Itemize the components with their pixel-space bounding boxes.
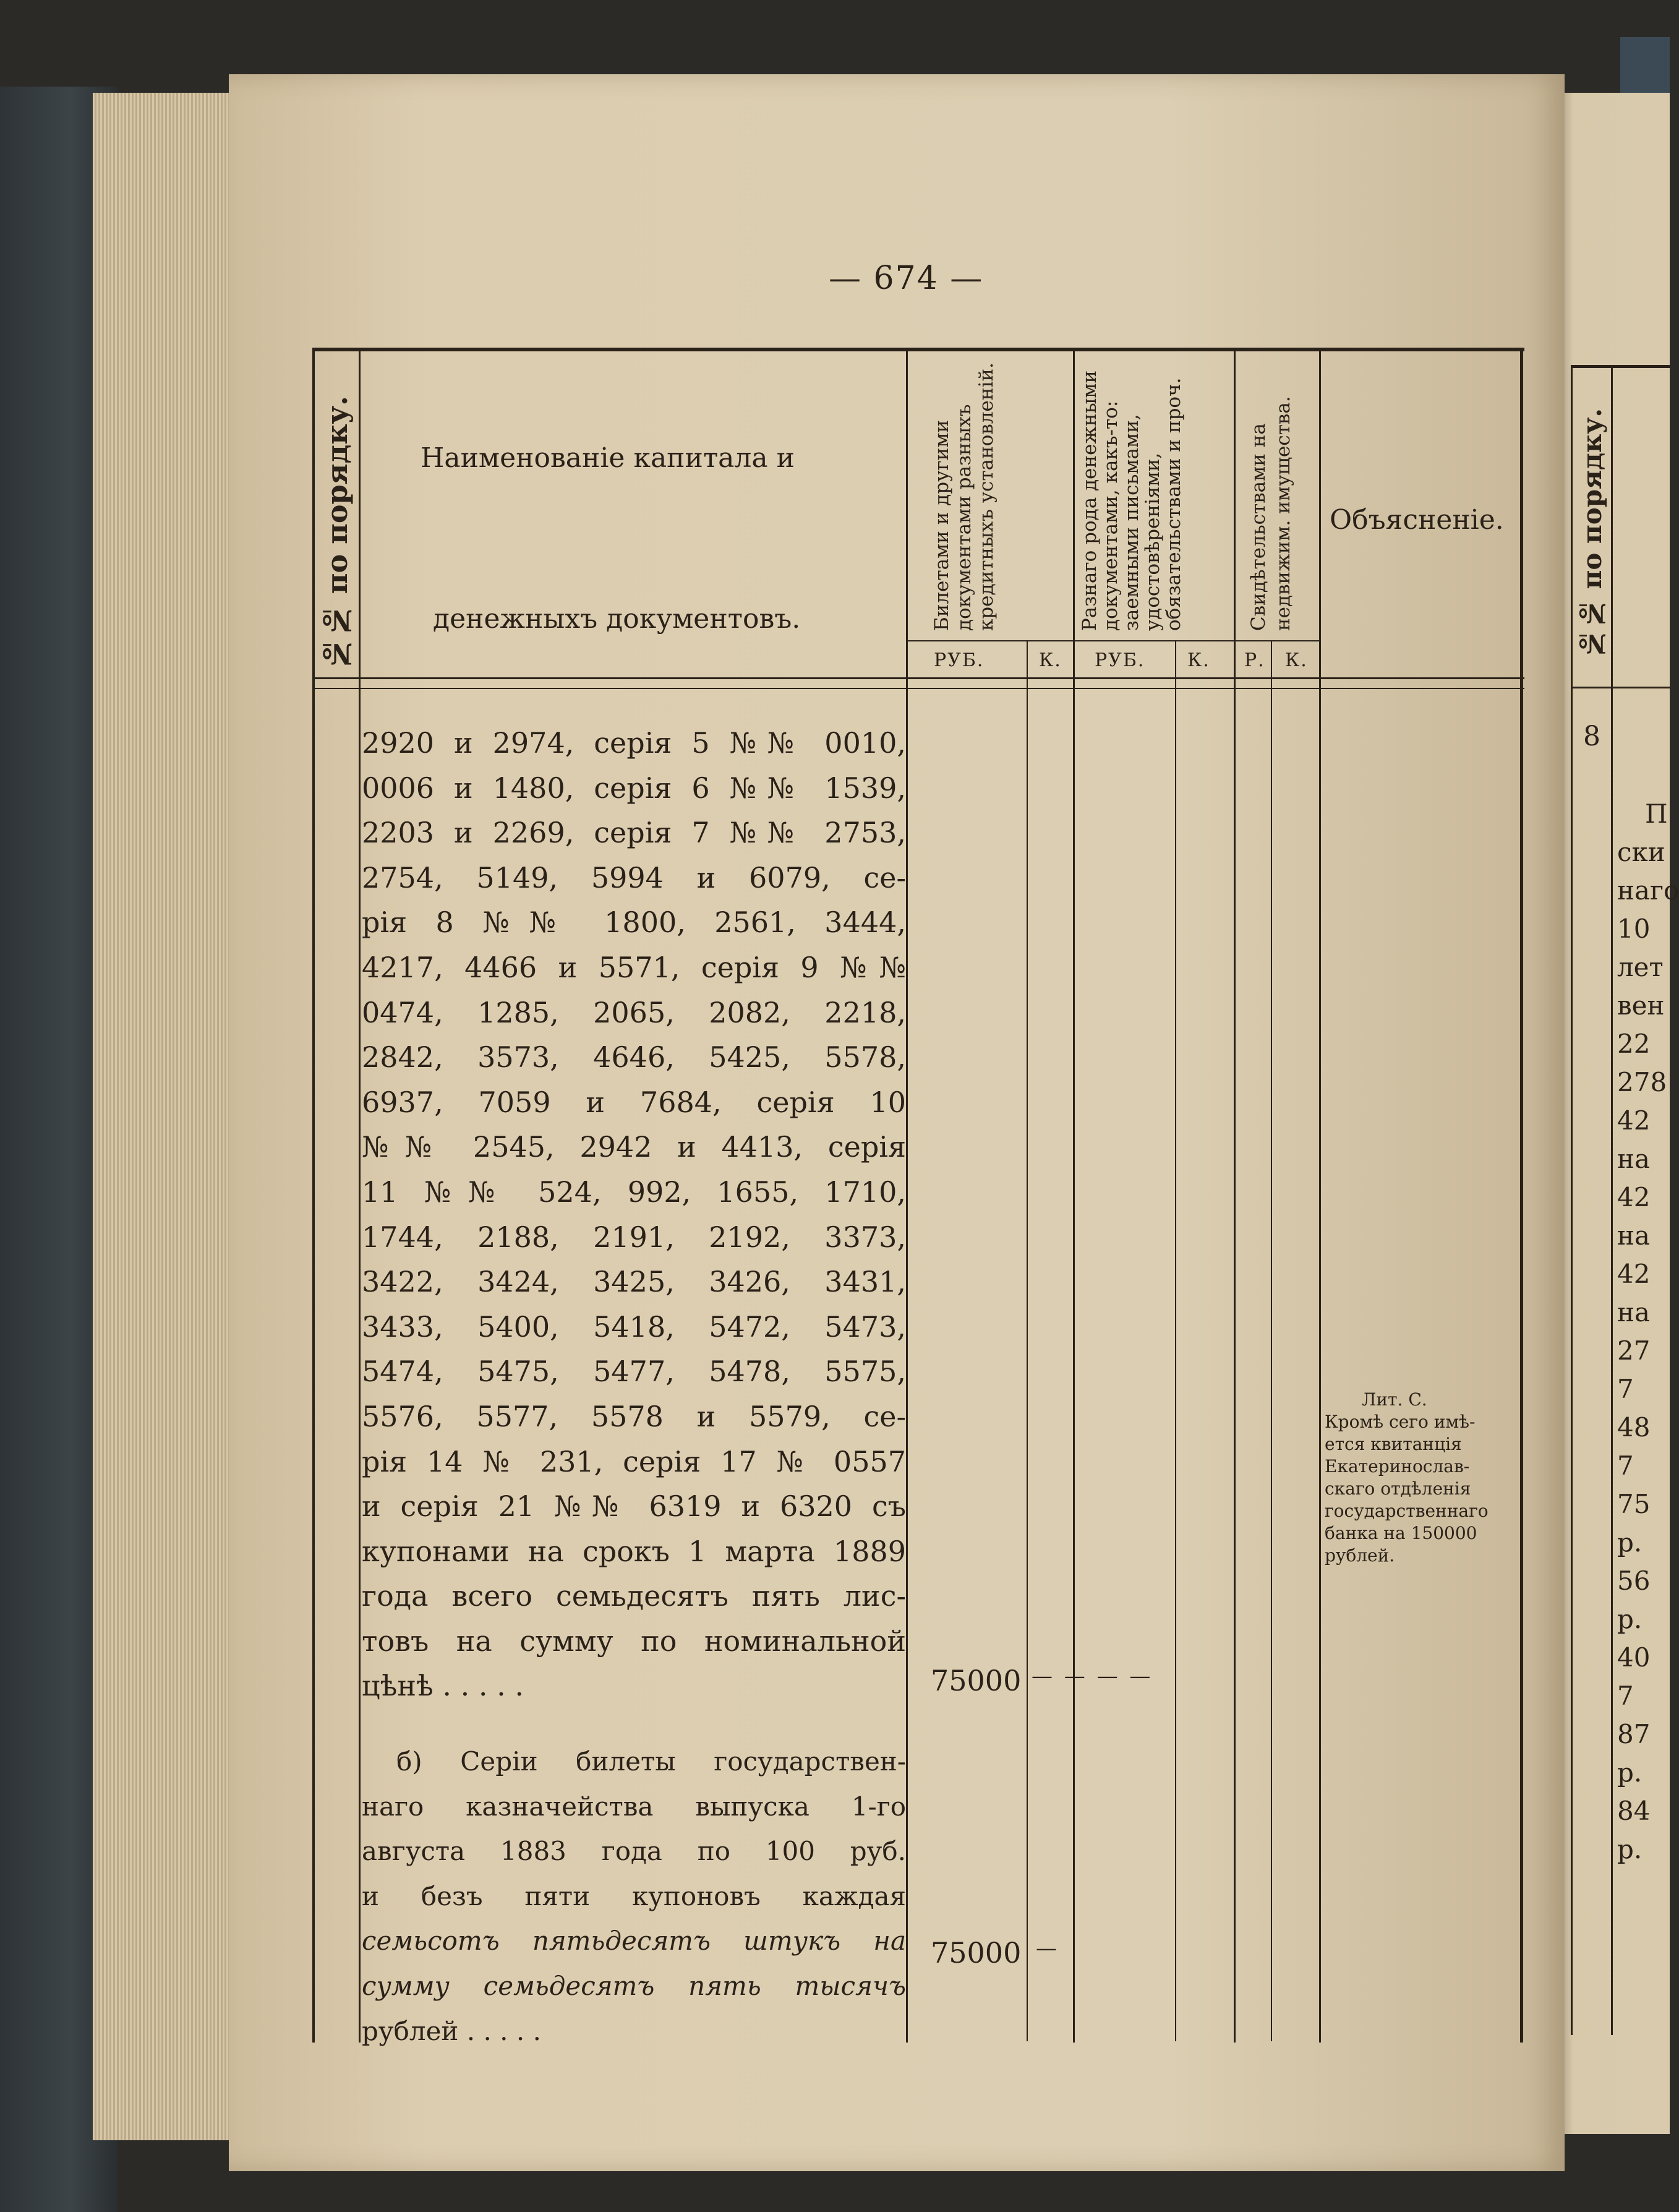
right-row-number: 8 [1583, 721, 1600, 752]
cert-col-border [1319, 348, 1321, 2043]
unit-kop-cert: К. [1285, 649, 1308, 671]
fragment: р. [1617, 1527, 1643, 1558]
text-line: №№ 2545, 2942 и 4413, серія [362, 1130, 906, 1164]
fragment: 7 [1617, 1451, 1634, 1481]
right-col-order-header: №№ по порядку. [1577, 408, 1607, 659]
fragment: на [1617, 1144, 1651, 1174]
fragment: 22 [1617, 1029, 1651, 1059]
text-line: года всего семьдесятъ пять лис- [362, 1579, 906, 1613]
fragment: 42 [1617, 1259, 1651, 1289]
header-bottom-rule [312, 688, 1524, 689]
col-bills-header [931, 359, 1036, 631]
text-line: августа 1883 года по 100 руб. [362, 1836, 906, 1867]
text-line: и безъ пяти купоновъ каждая [362, 1880, 906, 1911]
fragment: р. [1617, 1834, 1643, 1864]
misc-kop-border [1175, 640, 1176, 2041]
unit-rub-bills: РУБ. [934, 649, 985, 671]
text-line: 2203 и 2269, серія 7 №№ 2753, [362, 816, 906, 850]
fragment: 42 [1617, 1182, 1651, 1212]
col-bills-header-text: Билетами и другими документами разныхъ кредитныхъ установленій. [931, 362, 998, 631]
units-divider [906, 640, 1320, 641]
fragment: лет [1617, 952, 1664, 982]
text-line: рублей . . . . . [362, 2015, 541, 2046]
explanation-note [1325, 1389, 1532, 1567]
misc-col-border [1234, 348, 1236, 2043]
fragment: 42 [1617, 1105, 1651, 1136]
text-line: 2842, 3573, 4646, 5425, 5578, [362, 1040, 906, 1074]
page-edges [93, 93, 235, 2140]
fragment: 56 [1617, 1566, 1651, 1596]
col-order-header: №№ по порядку. [320, 396, 354, 671]
text-line: б) Серіи билеты государствен- [396, 1746, 906, 1777]
unit-r-cert: Р. [1244, 649, 1265, 671]
fragment: вен [1617, 990, 1665, 1021]
fragment: 7 [1617, 1374, 1634, 1404]
table-right-border [1520, 348, 1523, 2043]
text-line: 3422, 3424, 3425, 3426, 3431, [362, 1265, 906, 1299]
note-line: банка на 150000 [1325, 1523, 1477, 1543]
note-line: рублей. [1325, 1545, 1395, 1566]
right-table-top [1571, 365, 1670, 368]
order-col-border [359, 348, 361, 2043]
fragment: р. [1617, 1604, 1643, 1634]
table-top-border [312, 348, 1524, 351]
right-order-col-border [1611, 365, 1613, 2035]
text-line: наго казначейства выпуска 1-го [362, 1791, 906, 1822]
page-number: — 674 — [829, 260, 984, 297]
col-misc-header [1079, 359, 1228, 631]
col-cert-header-text: Свидѣтельствами на недвижим. имущества. [1247, 396, 1294, 631]
bills-kop-border [1027, 640, 1028, 2041]
text-line: 2754, 5149, 5994 и 6079, се- [362, 860, 906, 894]
fragment: 75 [1617, 1489, 1651, 1519]
amount-bills-b: 75000 [931, 1936, 1022, 1970]
unit-rub-misc: РУБ. [1095, 649, 1145, 671]
fragment: на [1617, 1220, 1651, 1251]
fragment: П [1645, 799, 1668, 829]
right-table-border [1571, 365, 1573, 2035]
col-name-header-line1: Наименованіе капитала и [421, 442, 795, 474]
name-col-border [906, 348, 908, 2043]
note-line: Екатеринослав- [1325, 1456, 1470, 1477]
note-line: скаго отдѣленія [1325, 1478, 1471, 1499]
unit-kop-misc: К. [1187, 649, 1210, 671]
text-line: 5576, 5577, 5578 и 5579, се- [362, 1399, 906, 1433]
note-line: ется квитанція [1325, 1434, 1462, 1454]
col-expl-header: Объясненіе. [1330, 504, 1504, 536]
fragment: р. [1617, 1757, 1643, 1788]
bills-col-border [1073, 348, 1075, 2043]
fragment: на [1617, 1297, 1651, 1327]
text-line: сумму семьдесятъ пять тысячъ [362, 1971, 906, 2002]
text-line: цѣнѣ . . . . . [362, 1669, 524, 1703]
fragment: 84 [1617, 1796, 1651, 1826]
right-header-divider [1571, 687, 1670, 688]
fragment: 10 [1617, 914, 1651, 944]
amount-dashes-a: — — — — [1032, 1664, 1153, 1689]
text-line: 3433, 5400, 5418, 5472, 5473, [362, 1310, 906, 1344]
fragment: 87 [1617, 1719, 1651, 1749]
amount-dash-b: — [1036, 1936, 1057, 1961]
fragment: наго [1617, 875, 1679, 906]
fragment: 48 [1617, 1412, 1651, 1443]
right-page-fragments [1617, 795, 1679, 1869]
text-line: рія 14 № 231, серія 17 № 0557 [362, 1444, 906, 1478]
fragment: 40 [1617, 1642, 1651, 1673]
text-line: 11 №№ 524, 992, 1655, 1710, [362, 1175, 906, 1209]
text-line: 4217, 4466 и 5571, серія 9 №№ [362, 950, 906, 984]
table-left-border [312, 348, 315, 2043]
text-line: 1744, 2188, 2191, 2192, 3373, [362, 1220, 906, 1254]
fragment: 27 [1617, 1335, 1651, 1366]
note-line: Лит. С. [1362, 1389, 1427, 1410]
text-line: товъ на сумму по номинальной [362, 1624, 906, 1658]
text-line: семьсотъ пятьдесятъ штукъ на [362, 1926, 906, 1957]
col-cert-header [1246, 359, 1308, 631]
capital-description [362, 721, 906, 2057]
text-line: 0006 и 1480, серія 6 №№ 1539, [362, 771, 906, 805]
text-line: 0474, 1285, 2065, 2082, 2218, [362, 995, 906, 1029]
note-line: государственнаго [1325, 1501, 1489, 1521]
unit-kop-bills: К. [1039, 649, 1062, 671]
note-line: Кромѣ сего имѣ- [1325, 1412, 1476, 1432]
fragment: ски [1617, 837, 1665, 867]
text-line: рія 8 №№ 1800, 2561, 3444, [362, 906, 906, 940]
text-line: купонами на срокъ 1 марта 1889 [362, 1534, 906, 1568]
amount-bills-a: 75000 [931, 1664, 1022, 1697]
header-divider [312, 677, 1524, 679]
fragment: 7 [1617, 1681, 1634, 1711]
text-line: 5474, 5475, 5477, 5478, 5575, [362, 1355, 906, 1389]
text-line: и серія 21 №№ 6319 и 6320 съ [362, 1490, 906, 1524]
text-line: 2920 и 2974, серія 5 №№ 0010, [362, 726, 906, 760]
text-line: 6937, 7059 и 7684, серія 10 [362, 1085, 906, 1119]
col-misc-header-text: Разнаго рода денежными документами, какъ-то: заемными письмами, удостовѣреніями, обязательствами и проч. [1079, 370, 1185, 631]
col-name-header-line2: денежныхъ документовъ. [433, 603, 801, 635]
cert-kop-border [1271, 640, 1272, 2041]
fragment: 278 [1617, 1067, 1667, 1097]
